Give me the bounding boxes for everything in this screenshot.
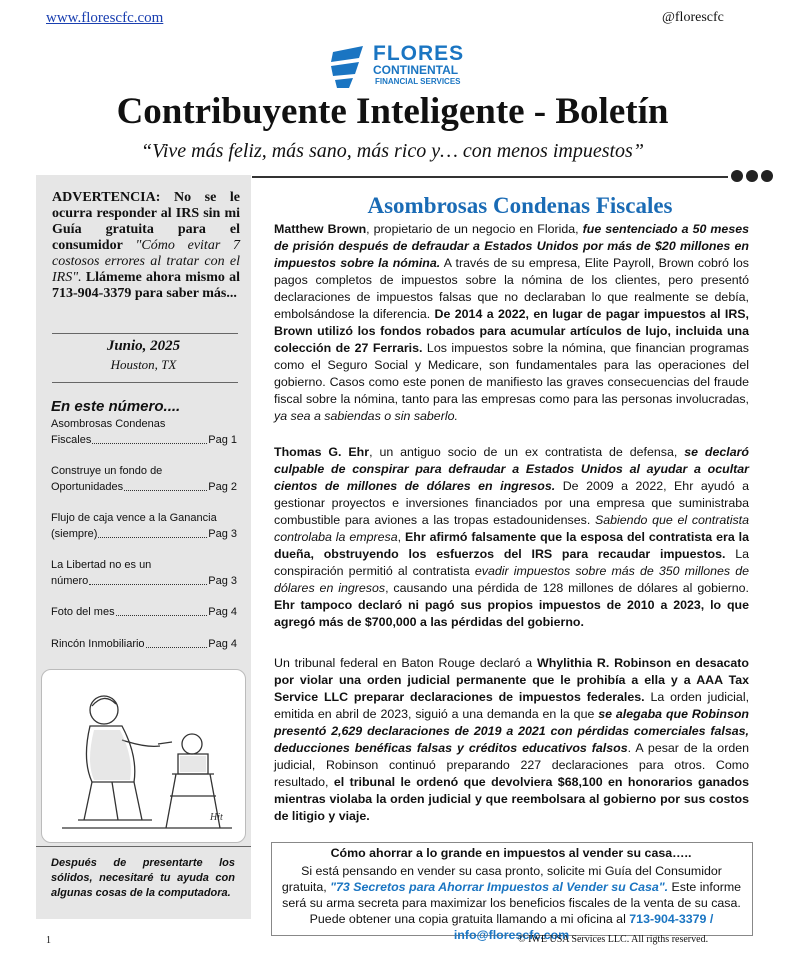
toc-item-page: Pag 1 [208, 434, 237, 446]
article-paragraph [274, 221, 749, 425]
toc-item[interactable] [51, 636, 237, 652]
text-run: ya sea a sabiendas o sin saberlo. [274, 409, 458, 423]
text-run: De 2014 a 2022, en lugar de pagar impuestos al IRS, Brown utilizó los fondos robados para acumular artículos de lujo, incluida una colección de 27 Ferraris. [274, 307, 749, 355]
article-paragraph [274, 655, 749, 825]
text-run: Los impuestos sobre la nómina, que financian programas como el Seguro Social y Medicare, son fundamentales para las operaciones del gobierno. Casos como este ponen de manifiesto las graves consecuencias del fraude fiscal sobre la nómina, tanto para las empresas como para las personas involucradas, [274, 341, 749, 406]
social-handle: @florescfc [662, 10, 724, 25]
cartoon-caption: Después de presentarte los sólidos, necesitaré tu ayuda con algunas cosas de la computadora. [51, 857, 235, 899]
toc-item[interactable] [51, 510, 237, 542]
text-run: , causando una pérdida de 128 millones de dólares al gobierno. [385, 581, 750, 595]
text-run: Whylithia R. Robinson en desacato por violar una orden judicial permanente que le prohibía a ella y a AAA Tax Service LLC preparar declaraciones de impuestos federales. [274, 656, 749, 704]
logo-swoosh-icon [329, 44, 369, 90]
text-run: se alegaba que Robinson presentó 2,629 declaraciones de 2019 a 2021 con pérdidas comerciales falsas, deducciones benéficas falsas y créditos educativos falsos [274, 707, 749, 755]
text-run: Matthew Brown [274, 222, 367, 236]
article-paragraph [274, 444, 749, 631]
toc-item-page: Pag 2 [208, 481, 237, 493]
text-run: La orden judicial, emitida en abril de 2023, siguió a una demanda en la que [274, 690, 750, 721]
toc-item-line2: número [51, 575, 89, 587]
header-divider [252, 176, 728, 178]
company-logo [329, 44, 489, 90]
logo-line3: FINANCIAL SERVICES [375, 77, 461, 86]
text-run: Thomas G. Ehr [274, 445, 370, 459]
toc-item-page: Pag 3 [208, 528, 237, 540]
text-run: Ehr afirmó falsamente que la esposa del contratista era la dueña, obstruyendo los esfuerzos del IRS para recaudar impuestos. [274, 530, 749, 561]
toc-item-line1: Asombrosas Condenas [51, 418, 166, 430]
website-link[interactable]: www.florescfc.com [46, 10, 164, 26]
toc-item-line1: La Libertad no es un [51, 559, 152, 571]
sidebar-divider [36, 846, 251, 847]
toc-item-line1: Flujo de caja vence a la Ganancia [51, 512, 217, 524]
page-number: 1 [46, 935, 51, 946]
advert-call: Llámeme ahora mismo al 713-904-3379 para saber más... [52, 270, 240, 301]
text-run: Ehr tampoco declaró ni pagó sus propios impuestos de 2010 a 2023, lo que agregó más de $700,000 a las pérdidas del gobierno. [274, 598, 749, 629]
toc-item-page: Pag 4 [208, 638, 237, 650]
toc-item-page: Pag 4 [208, 606, 237, 618]
text-run: evadir impuestos sobre más de 350 millones de dólares en ingresos [274, 564, 749, 595]
toc-item-line2: Oportunidades [51, 481, 124, 493]
text-run: Sabiendo que el contratista controlaba la empresa [274, 513, 749, 544]
callout-text [279, 863, 744, 943]
copyright-notice: © IWE USA Services LLC. All rigths reserved. [518, 934, 709, 945]
callout-text-intro: Si está pensando en vender su casa pronto, solicite mi Guía del Consumidor gratuita, [281, 864, 722, 894]
callout-heading: Cómo ahorrar a lo grande en impuestos al vender su casa….. [330, 846, 692, 860]
decorative-dots [731, 169, 776, 187]
text-run: , un antiguo socio de un ex contratista de defensa, [369, 445, 685, 459]
callout-guide-title: "73 Secretos para Ahorrar Impuestos al Vender su Casa". [330, 880, 669, 894]
newsletter-subtitle: “Vive más feliz, más sano, más rico y… con menos impuestos” [141, 140, 644, 162]
toc-item-page: Pag 3 [208, 575, 237, 587]
toc-item[interactable] [51, 557, 237, 589]
toc-item[interactable] [51, 604, 237, 620]
newsletter-title: Contribuyente Inteligente - Boletín [116, 91, 669, 132]
issue-city: Houston, TX [110, 357, 177, 372]
toc-item-line1: Construye un fondo de [51, 465, 163, 477]
issue-date: Junio, 2025 [106, 338, 181, 354]
callout-text-body: Este informe será su arma secreta para maximizar los beneficios fiscales de la venta de su casa. Puede obtener una copia gratuita llamando a mi oficina al [282, 880, 742, 926]
sidebar-divider [52, 382, 238, 383]
toc-heading: En este número.... [51, 398, 181, 415]
text-run: De 2009 a 2022, Ehr ayudó a gestionar proyectos e inversiones financiados por una empresa que suministraba combustible para aviones a las tropas estadounidenses. [274, 479, 749, 527]
text-run: A través de su empresa, Elite Payroll, Brown cobró los pagos completos de impuestos sobre la nómina de los clientes, pero presentó declaraciones de impuestos falsas que no declaraban lo que realmente se debía, embolsándose la diferencia. [274, 256, 749, 321]
toc-item[interactable] [51, 463, 237, 495]
advert-guide-title: "Cómo evitar 7 costosos errores al tratar con el IRS". [52, 238, 241, 285]
toc-item[interactable] [51, 416, 237, 448]
callout-contact-link[interactable]: 713-904-3379 / info@florescfc.com [453, 912, 714, 942]
toc-item-line2: Fiscales [51, 434, 92, 446]
text-run: se declaró culpable de conspirar para defraudar a Estados Unidos al ayudar a ocultar cientos de millones de dólares en ingresos. [274, 445, 749, 493]
cartoon-signature: Hit [210, 812, 223, 823]
text-run: el tribunal le ordenó que devolviera $68,100 en honorarios ganados mientras violaba la orden judicial y que reembolsara al gobierno por sus costos de litigio y viaje. [274, 775, 749, 823]
text-run: , propietario de un negocio en Florida, [366, 222, 583, 236]
text-run: fue sentenciado a 50 meses de prisión después de defraudar a Estados Unidos por más de $20 millones en impuestos sobre la nómina. [274, 222, 749, 270]
logo-line2: CONTINENTAL [373, 63, 459, 77]
sidebar-advert [52, 190, 240, 302]
article-title: Asombrosas Condenas Fiscales [367, 193, 673, 218]
cartoon-illustration [42, 670, 245, 842]
text-run: Un tribunal federal en Baton Rouge declaró a [274, 656, 538, 670]
text-run: La conspiración permitió al contratista [274, 547, 749, 578]
sidebar-divider [52, 333, 238, 334]
text-run: , [397, 530, 405, 544]
text-run: . A pesar de la orden judicial, Robinson continuó preparando 227 declaraciones para otros. Como resultado, [274, 741, 749, 789]
toc-item-line2: (siempre) [51, 528, 98, 540]
logo-line1: FLORES [373, 42, 465, 65]
toc-item-line2: Rincón Inmobiliario [51, 638, 145, 650]
advert-bold: ADVERTENCIA: No se le ocurra responder al IRS sin mi Guía gratuita para el consumidor [52, 190, 240, 253]
toc-item-line2: Foto del mes [51, 606, 115, 618]
cartoon-image [41, 669, 246, 843]
